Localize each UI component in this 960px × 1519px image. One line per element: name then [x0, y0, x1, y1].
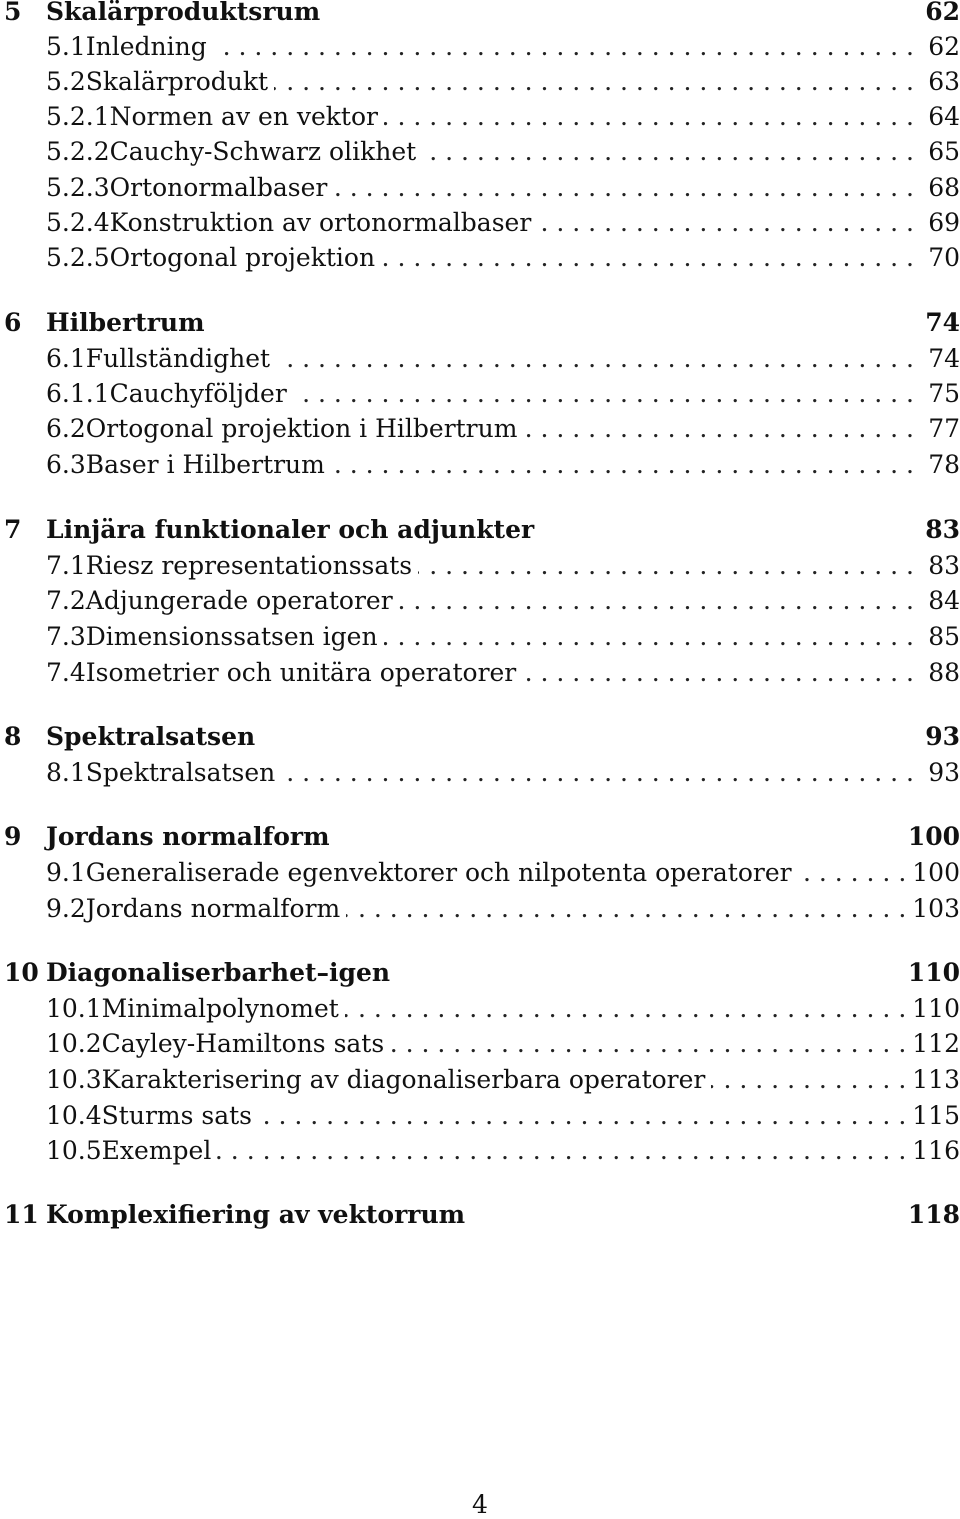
- toc-number: 7.4: [46, 658, 86, 687]
- toc-title: Hilbertrum: [46, 308, 205, 337]
- toc-number: 6.3: [46, 450, 86, 479]
- dot-leader: [281, 755, 914, 791]
- dot-leader: [293, 376, 914, 412]
- dot-leader: [333, 170, 914, 206]
- toc-page: 116: [912, 1136, 960, 1165]
- dot-leader: [418, 548, 914, 584]
- toc-page: 69: [928, 208, 960, 237]
- toc-title: Linjära funktionaler och adjunkter: [46, 515, 535, 544]
- toc-title: Normen av en vektor: [109, 102, 378, 131]
- dot-leader: [798, 855, 907, 891]
- toc-number: 9: [4, 822, 22, 851]
- toc-subsection-5-2-3[interactable]: [4, 170, 960, 206]
- toc-title: Spektralsatsen: [46, 722, 256, 751]
- toc-page: 65: [928, 137, 960, 166]
- toc-title: Spektralsatsen: [85, 758, 276, 787]
- toc-subsection-5-2-2[interactable]: [4, 134, 960, 170]
- toc-subsection-5-2-4[interactable]: [4, 205, 960, 241]
- dot-leader: [345, 991, 906, 1027]
- toc-title: Inledning: [85, 32, 207, 61]
- toc-number: 5: [4, 0, 22, 26]
- toc-page: 68: [928, 173, 960, 202]
- toc-chapter-7[interactable]: [4, 512, 960, 548]
- toc-page: 62: [925, 0, 960, 26]
- toc-title: Fullständighet: [85, 344, 271, 373]
- toc-page: 70: [928, 243, 960, 272]
- toc-section-7-2[interactable]: [4, 583, 960, 619]
- toc-title: Konstruktion av ortonormalbaser: [109, 208, 532, 237]
- toc-page: 83: [925, 515, 960, 544]
- toc-page: 75: [928, 379, 960, 408]
- toc-page: 85: [928, 622, 960, 651]
- toc-chapter-8[interactable]: [4, 719, 960, 755]
- toc-title: Riesz representationssats: [85, 551, 413, 580]
- toc-page: 100: [907, 822, 960, 851]
- toc-number: 6.1: [46, 344, 86, 373]
- toc-subsection-6-1-1[interactable]: [4, 376, 960, 412]
- toc-number: 10.1: [46, 994, 102, 1023]
- toc-number: 7: [4, 515, 22, 544]
- toc-section-6-2[interactable]: [4, 411, 960, 447]
- toc-page: 62: [928, 32, 960, 61]
- toc-page: 88: [928, 658, 960, 687]
- toc-subsection-5-2-1[interactable]: [4, 99, 960, 135]
- toc-number: 5.2.1: [46, 102, 110, 131]
- toc-number: 10.3: [46, 1065, 102, 1094]
- toc-section-9-2[interactable]: [4, 891, 960, 927]
- toc-title: Jordans normalform: [85, 894, 341, 923]
- toc-number: 8: [4, 722, 22, 751]
- toc-title: Isometrier och unitära operatorer: [85, 658, 517, 687]
- toc-number: 6.1.1: [46, 379, 110, 408]
- toc-section-10-1[interactable]: [4, 991, 960, 1027]
- toc-title: Cayley-Hamiltons sats: [101, 1029, 385, 1058]
- toc-page: 115: [912, 1101, 960, 1130]
- toc-section-7-4[interactable]: [4, 655, 960, 691]
- toc-number: 6.2: [46, 414, 86, 443]
- toc-page: 78: [928, 450, 960, 479]
- toc-number: 10: [4, 958, 39, 987]
- dot-leader: [381, 240, 914, 276]
- toc-page: 118: [907, 1200, 960, 1229]
- toc-subsection-5-2-5[interactable]: [4, 240, 960, 276]
- toc-section-6-1[interactable]: [4, 341, 960, 377]
- toc-section-10-4[interactable]: [4, 1098, 960, 1134]
- toc-chapter-11[interactable]: [4, 1197, 960, 1233]
- toc-title: Komplexifiering av vektorrum: [46, 1200, 466, 1229]
- dot-leader: [711, 1062, 906, 1098]
- dot-leader: [276, 341, 914, 377]
- toc-section-7-3[interactable]: [4, 619, 960, 655]
- toc-title: Diagonaliserbarhet–igen: [46, 958, 391, 987]
- toc-number: 9.2: [46, 894, 86, 923]
- toc-title: Adjungerade operatorer: [85, 586, 393, 615]
- toc-page: 64: [928, 102, 960, 131]
- toc-title: Ortogonal projektion i Hilbertrum: [85, 414, 518, 443]
- dot-leader: [523, 411, 914, 447]
- toc-title: Dimensionssatsen igen: [85, 622, 378, 651]
- toc-number: 5.2.3: [46, 173, 110, 202]
- toc-section-10-3[interactable]: [4, 1062, 960, 1098]
- toc-title: Skalärprodukt: [85, 67, 269, 96]
- dot-leader: [346, 891, 906, 927]
- dot-leader: [331, 447, 914, 483]
- toc-title: Baser i Hilbertrum: [85, 450, 325, 479]
- toc-number: 8.1: [46, 758, 86, 787]
- toc-section-5-1[interactable]: [4, 29, 960, 65]
- dot-leader: [537, 205, 914, 241]
- toc-title: Karakterisering av diagonaliserbara operatorer: [101, 1065, 706, 1094]
- toc-page: 110: [907, 958, 960, 987]
- toc-page: 83: [928, 551, 960, 580]
- toc-page: 74: [925, 308, 960, 337]
- toc-title: Generaliserade egenvektorer och nilpotenta operatorer: [85, 858, 792, 887]
- dot-leader: [422, 134, 914, 170]
- dot-leader: [399, 583, 914, 619]
- toc-page: 77: [928, 414, 960, 443]
- toc-section-7-1[interactable]: [4, 548, 960, 584]
- toc-page: 74: [928, 344, 960, 373]
- toc-number: 10.2: [46, 1029, 102, 1058]
- toc-page: 100: [912, 858, 960, 887]
- toc-title: Cauchy-Schwarz olikhet: [109, 137, 417, 166]
- dot-leader: [390, 1026, 906, 1062]
- toc-page: 112: [912, 1029, 960, 1058]
- toc-page: 93: [928, 758, 960, 787]
- toc-number: 5.2: [46, 67, 86, 96]
- toc-chapter-9[interactable]: [4, 819, 960, 855]
- dot-leader: [258, 1098, 906, 1134]
- toc-number: 5.2.2: [46, 137, 110, 166]
- toc-number: 7.1: [46, 551, 86, 580]
- toc-number: 9.1: [46, 858, 86, 887]
- toc-chapter-6[interactable]: [4, 305, 960, 341]
- toc-page: 103: [912, 894, 960, 923]
- toc-page: 110: [912, 994, 960, 1023]
- toc-page: 63: [928, 67, 960, 96]
- toc-title: Cauchyföljder: [109, 379, 287, 408]
- toc-number: 7.3: [46, 622, 86, 651]
- toc-section-10-2[interactable]: [4, 1026, 960, 1062]
- toc-number: 10.4: [46, 1101, 102, 1130]
- toc-title: Jordans normalform: [46, 822, 330, 851]
- toc-number: 5.1: [46, 32, 86, 61]
- toc-number: 7.2: [46, 586, 86, 615]
- toc-chapter-5[interactable]: [4, 0, 960, 30]
- toc-chapter-10[interactable]: [4, 955, 960, 991]
- toc-number: 5.2.4: [46, 208, 110, 237]
- toc-section-6-3[interactable]: [4, 447, 960, 483]
- dot-leader: [217, 1133, 906, 1169]
- page-number: 4: [472, 1490, 488, 1519]
- dot-leader: [522, 655, 914, 691]
- toc-number: 11: [4, 1200, 39, 1229]
- toc-title: Exempel: [101, 1136, 212, 1165]
- toc-page: 93: [925, 722, 960, 751]
- toc-title: Ortonormalbaser: [109, 173, 328, 202]
- toc-title: Ortogonal projektion: [109, 243, 376, 272]
- toc-number: 5.2.5: [46, 243, 110, 272]
- dot-leader: [213, 29, 914, 65]
- toc-title: Skalärproduktsrum: [46, 0, 321, 26]
- toc-title: Sturms sats: [101, 1101, 252, 1130]
- toc-section-8-1[interactable]: [4, 755, 960, 791]
- toc-section-5-2[interactable]: [4, 64, 960, 100]
- toc-section-10-5[interactable]: [4, 1133, 960, 1169]
- toc-number: 6: [4, 308, 22, 337]
- toc-title: Minimalpolynomet: [101, 994, 339, 1023]
- toc-section-9-1[interactable]: [4, 855, 960, 891]
- toc-page: 84: [928, 586, 960, 615]
- dot-leader: [274, 64, 914, 100]
- dot-leader: [384, 619, 914, 655]
- toc-page: 113: [912, 1065, 960, 1094]
- toc-number: 10.5: [46, 1136, 102, 1165]
- dot-leader: [384, 99, 914, 135]
